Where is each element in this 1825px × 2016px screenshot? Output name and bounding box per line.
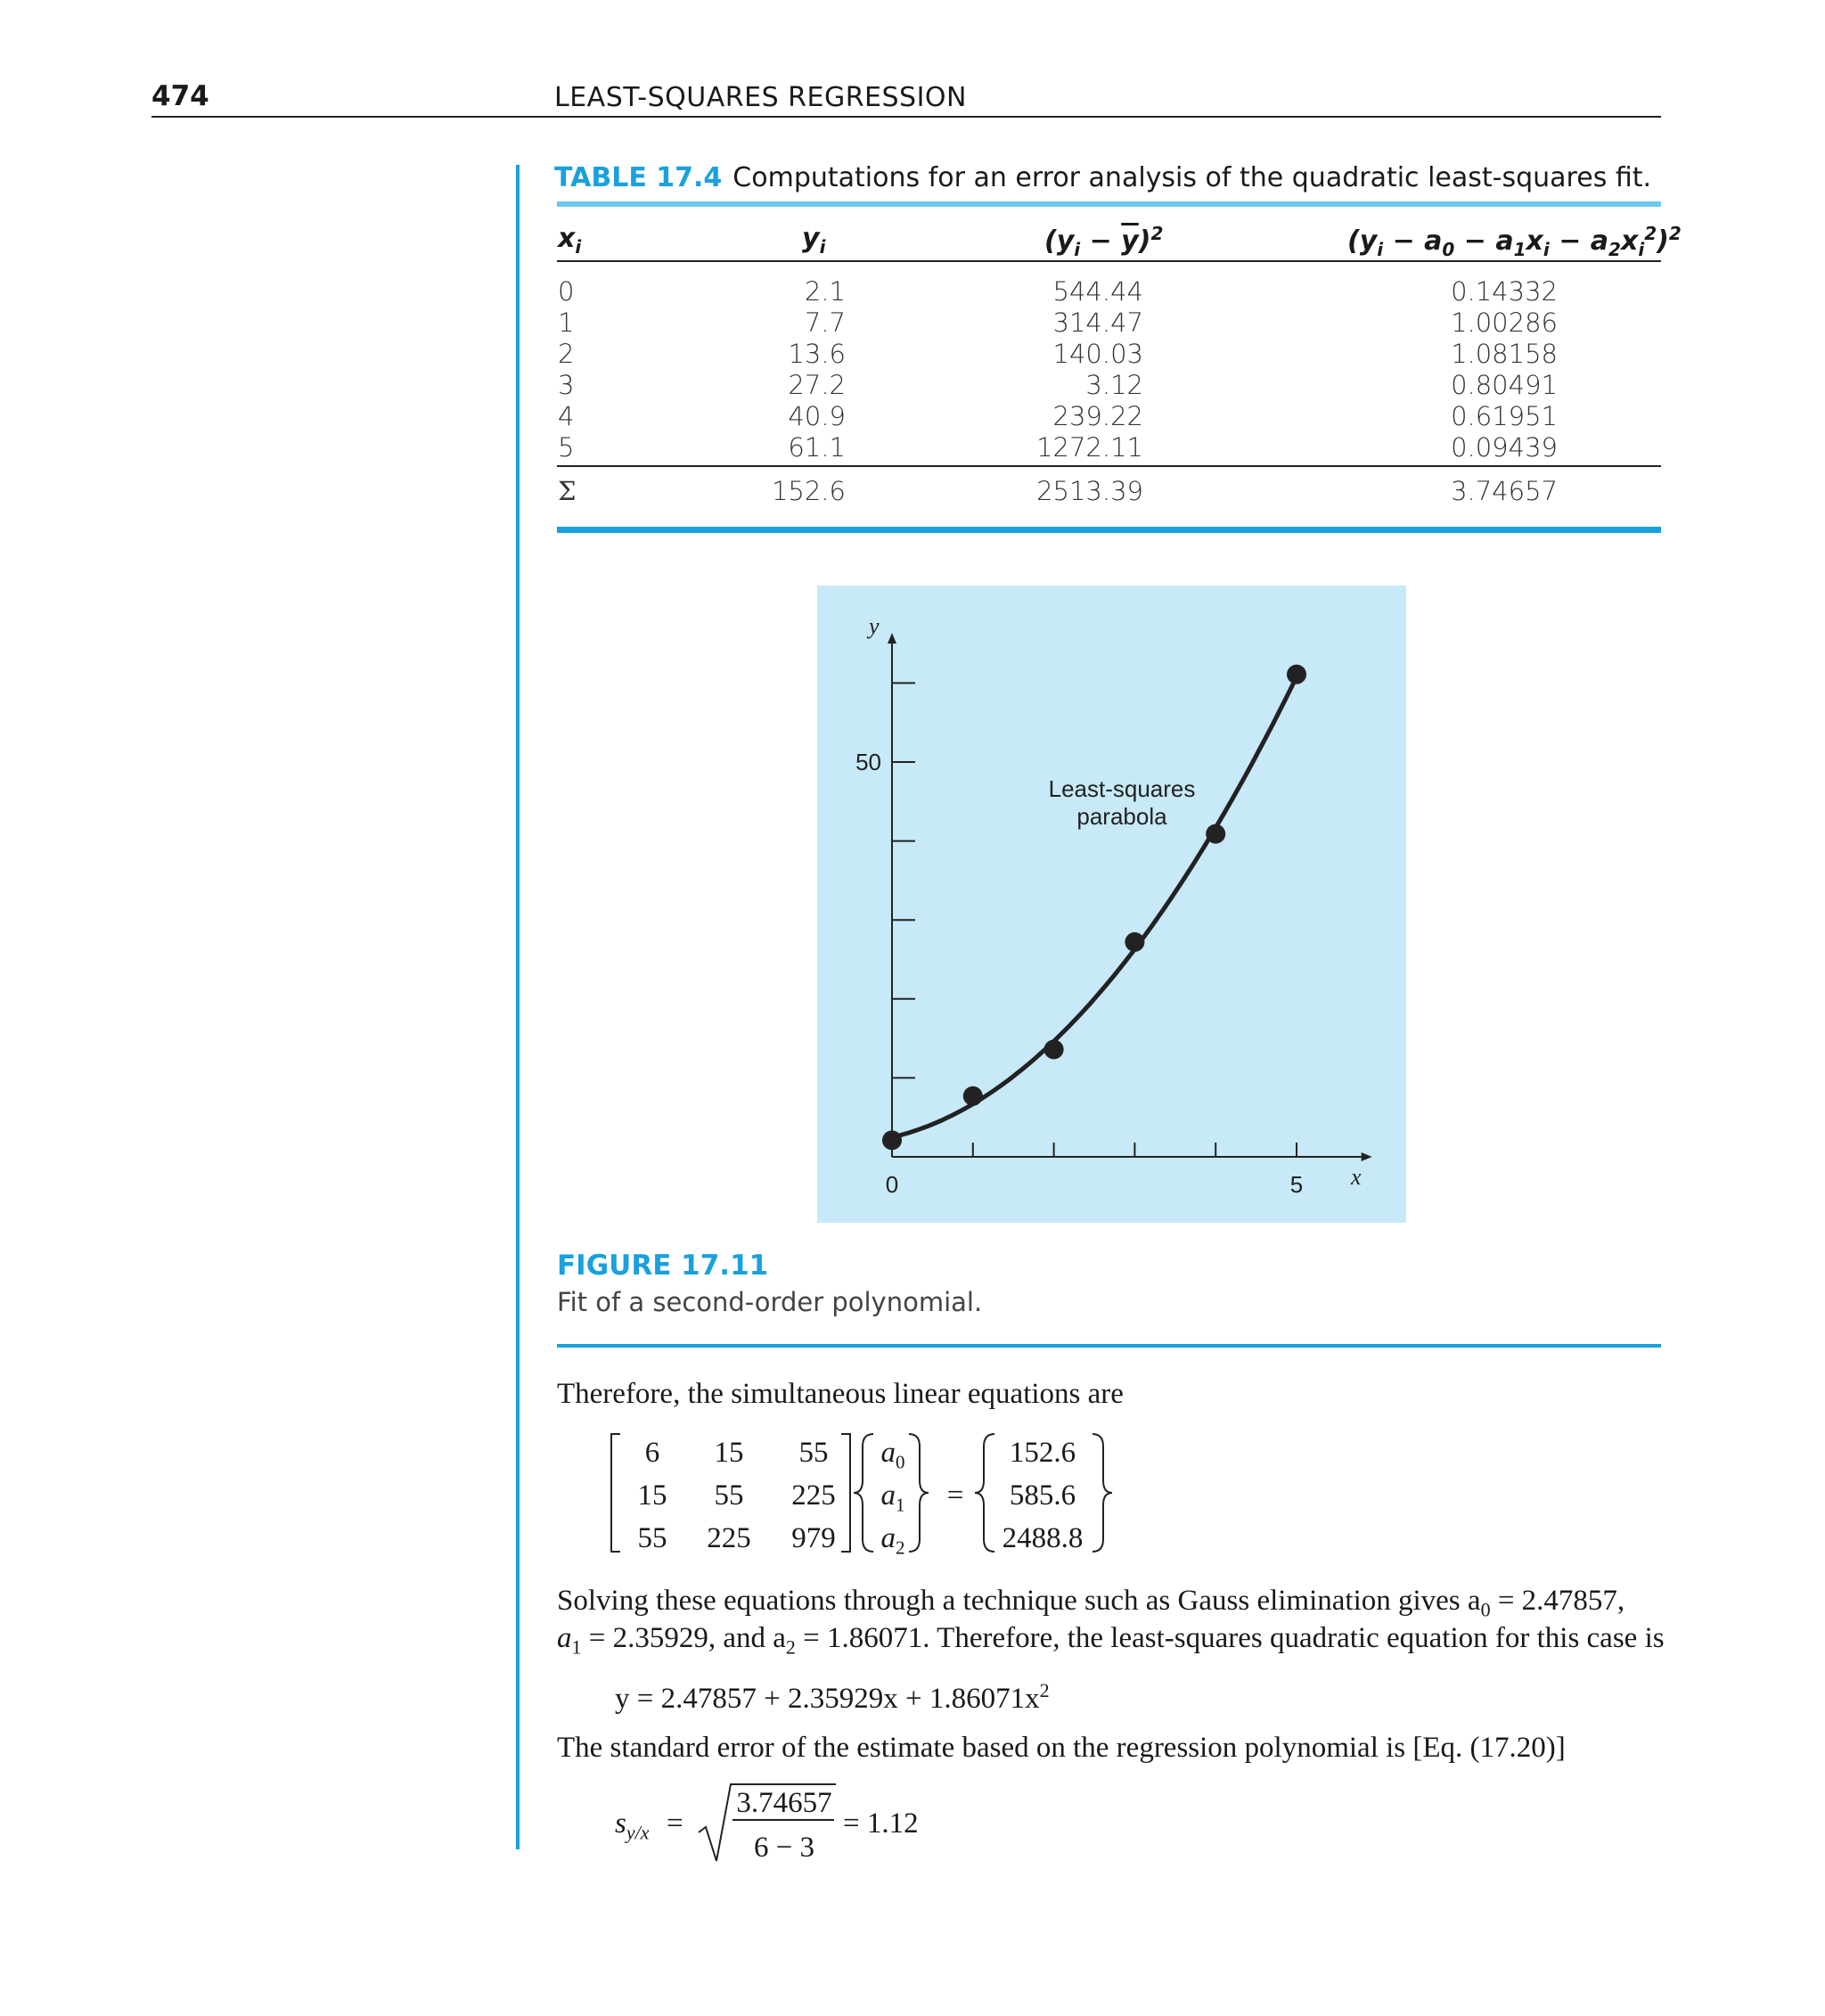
table-cell: 0.14332 — [1451, 276, 1558, 307]
curve-label-line2: parabola — [1076, 803, 1167, 830]
table-header-xi: $x_i$ — [558, 223, 582, 258]
std-error-numerator: 3.74657 — [736, 1787, 832, 1819]
paragraph-standard-error: The standard error of the estimate based on the regression polynomial is [Eq. (17.20)] — [557, 1732, 1566, 1764]
table-cell: 0 — [558, 276, 575, 307]
paragraph-intro: Therefore, the simultaneous linear equations are — [557, 1378, 1124, 1410]
rhs-value: 585.6 — [1009, 1479, 1076, 1512]
table-cell: 152.6 — [771, 476, 846, 506]
running-head: LEAST-SQUARES REGRESSION — [554, 82, 967, 113]
table-cell: 3.74657 — [1451, 476, 1558, 506]
table-cell: 7.7 — [804, 307, 846, 338]
matrix-cell: 979 — [791, 1522, 836, 1554]
table-caption-text: Computations for an error analysis of the quadratic least-squares fit. — [732, 162, 1652, 193]
unknown-a1: $a_1$ — [880, 1479, 905, 1516]
rhs-value: 152.6 — [1009, 1437, 1076, 1469]
table-label: TABLE 17.4 — [554, 162, 723, 193]
y-axis-arrow — [888, 633, 896, 643]
table-cell: 27.2 — [788, 370, 846, 400]
x-tick-label: 0 — [885, 1171, 899, 1198]
std-error-result: = 1.12 — [843, 1807, 919, 1840]
matrix-cell: 55 — [714, 1479, 744, 1512]
x-tick-label: 5 — [1289, 1171, 1304, 1198]
table-cell: 0.80491 — [1451, 370, 1558, 400]
table-cell: 0.61951 — [1451, 401, 1558, 431]
sum-symbol: Σ — [558, 476, 577, 506]
least-squares-curve — [892, 676, 1297, 1137]
unknown-a2: $a_2$ — [880, 1522, 905, 1559]
std-error-denominator: 6 − 3 — [753, 1832, 815, 1864]
std-error-equals: = — [667, 1807, 683, 1840]
table-header-yi: $y_i$ — [802, 223, 826, 258]
table-cell: 140.03 — [1052, 339, 1143, 369]
matrix-cell: 55 — [798, 1437, 829, 1469]
table-header-deviation: $(y_i - \overline{y})^2$ — [1044, 223, 1164, 260]
table-cell: 3.12 — [1085, 370, 1143, 400]
table-cell: 5 — [558, 432, 575, 463]
unknown-a0: $a_0$ — [880, 1437, 905, 1473]
figure-caption: Fit of a second-order polynomial. — [557, 1287, 983, 1317]
table-cell: 1.08158 — [1451, 339, 1558, 369]
quadratic-equation: $y = 2.47857 + 2.35929x + 1.86071x^2$ — [615, 1679, 1050, 1715]
rhs-value: 2488.8 — [1002, 1522, 1084, 1554]
table-cell: 40.9 — [788, 401, 846, 431]
table-cell: 314.47 — [1052, 307, 1143, 338]
table-cell: 2513.39 — [1036, 476, 1143, 506]
x-axis-arrow — [1362, 1152, 1372, 1161]
figure-label: FIGURE 17.11 — [557, 1250, 769, 1282]
table-cell: 1 — [558, 307, 575, 338]
matrix-cell: 15 — [637, 1479, 667, 1512]
matrix-cell: 6 — [644, 1437, 660, 1469]
data-point — [1206, 824, 1225, 844]
table-cell: 1.00286 — [1451, 307, 1558, 338]
table-cell: 61.1 — [788, 432, 846, 463]
matrix-cell: 225 — [791, 1479, 836, 1512]
table-cell: 1272.11 — [1036, 432, 1143, 463]
data-point — [1044, 1040, 1064, 1060]
table-cell: 239.22 — [1052, 401, 1143, 431]
table-cell: 544.44 — [1052, 276, 1143, 307]
data-point — [1125, 932, 1144, 952]
matrix-cell: 225 — [707, 1522, 751, 1554]
data-point — [1287, 665, 1306, 684]
figure-bottom-rule — [557, 1344, 1661, 1348]
matrix-equals: = — [946, 1479, 964, 1512]
x-axis-label: x — [1351, 1164, 1362, 1190]
chart-plot-area — [855, 633, 1372, 1198]
table-cell: 0.09439 — [1451, 432, 1558, 463]
matrix-cell: 15 — [714, 1437, 744, 1469]
paragraph-solution-line2: $a_1 = 2.35929$, and $a_2 = 1.86071$. Therefore, the least-squares quadratic equation for this case is — [557, 1622, 1665, 1659]
table-cell: 2 — [558, 339, 575, 369]
std-error-lhs: $s_{y/x}$ — [615, 1807, 650, 1844]
table-cell: 13.6 — [788, 339, 846, 369]
table-header-residual: $(y_i - a_0 - a_1x_i - a_2x_i^2)^2$ — [1347, 223, 1682, 260]
matrix-cell: 55 — [637, 1522, 667, 1554]
page-number: 474 — [151, 80, 209, 112]
data-point — [882, 1130, 902, 1150]
table-cell: 3 — [558, 370, 575, 400]
y-tick-label: 50 — [855, 749, 881, 775]
y-axis-label: y — [869, 613, 880, 639]
table-cell: 4 — [558, 401, 575, 431]
paragraph-solution-line1: Solving these equations through a technique such as Gauss elimination gives $a_0 = 2.47857$, — [557, 1585, 1625, 1621]
table-cell: 2.1 — [804, 276, 846, 307]
curve-label-line1: Least-squares — [1048, 775, 1196, 802]
data-point — [963, 1086, 983, 1106]
